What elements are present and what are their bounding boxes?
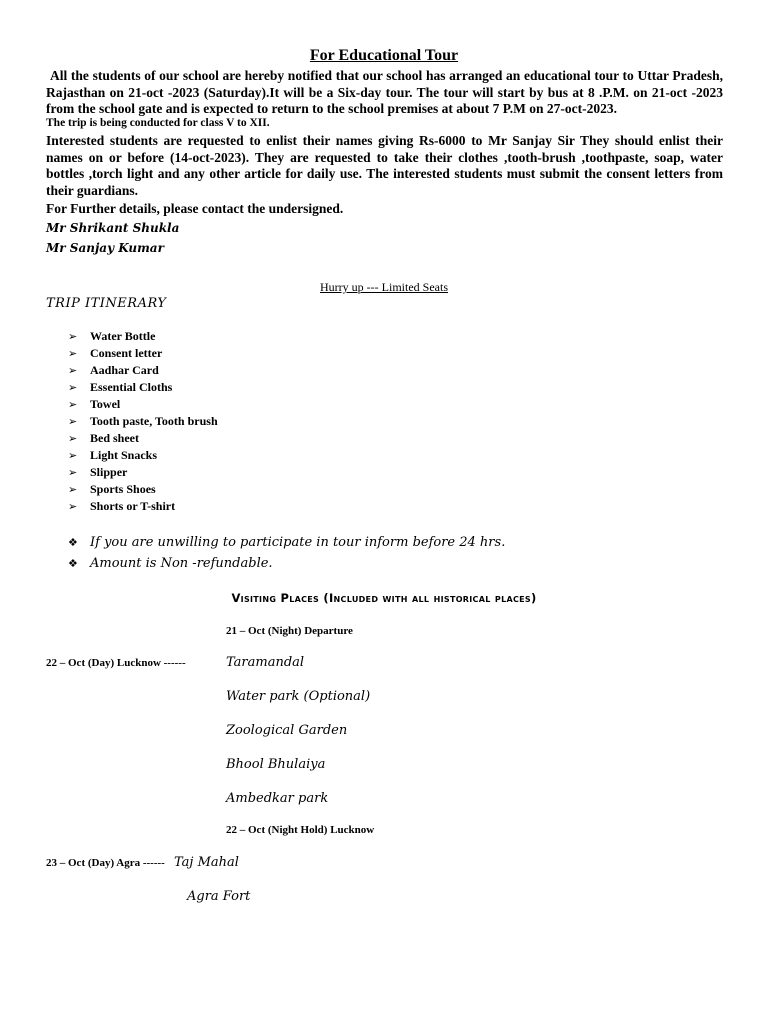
lucknow-night-line: 22 – Oct (Night Hold) Lucknow	[226, 824, 375, 836]
signatory-2: Mr Sanjay Kumar	[46, 241, 164, 255]
place-taj-mahal: Taj Mahal	[174, 855, 239, 870]
visiting-places-title: Visiting Places (Included with all historical places)	[231, 591, 537, 605]
place-agra-fort: Agra Fort	[187, 889, 251, 904]
list-item: ➢ Tooth paste, Tooth brush	[68, 414, 218, 428]
enlist-paragraph: Interested students are requested to enlist their names giving Rs-6000 to Mr Sanjay Sir They should enlist their names on or before (14-oct-2023). They are requested to take their clothes ,tooth-brush ,toothpaste, soap, water bottles ,torch light and any other article for daily use. The interested students must submit the consent letters from their guardians.	[46, 133, 723, 198]
arrow-bullet-icon: ➢	[68, 483, 78, 496]
place-zoological-garden: Zoological Garden	[226, 723, 348, 738]
departure-line: 21 – Oct (Night) Departure	[226, 625, 353, 637]
place-taramandal: Taramandal	[226, 655, 305, 670]
arrow-bullet-icon: ➢	[68, 330, 78, 343]
itinerary-list	[68, 328, 218, 515]
notice-title: For Educational Tour	[309, 47, 459, 64]
place-bhool-bhulaiya: Bhool Bhulaiya	[226, 757, 326, 772]
signatory-1: Mr Shrikant Shukla	[46, 221, 180, 235]
arrow-bullet-icon: ➢	[68, 449, 78, 462]
diamond-bullet-icon: ❖	[68, 557, 78, 570]
list-item: ➢ Sports Shoes	[68, 482, 156, 496]
arrow-bullet-icon: ➢	[68, 347, 78, 360]
lucknow-day-label: 22 – Oct (Day) Lucknow ------	[46, 657, 186, 669]
place-water-park: Water park (Optional)	[226, 689, 371, 704]
arrow-bullet-icon: ➢	[68, 466, 78, 479]
note-item: ❖ Amount is Non -refundable.	[68, 554, 505, 575]
notes-list	[68, 533, 505, 575]
contact-line: For Further details, please contact the undersigned.	[46, 201, 344, 216]
note-item: ❖ If you are unwilling to participate in tour inform before 24 hrs.	[68, 533, 505, 554]
list-item: ➢ Light Snacks	[68, 448, 158, 462]
diamond-bullet-icon: ❖	[68, 536, 78, 549]
list-item: ➢ Shorts or T-shirt	[68, 499, 176, 513]
list-item: ➢ Bed sheet	[68, 431, 139, 445]
place-ambedkar-park: Ambedkar park	[226, 791, 329, 806]
arrow-bullet-icon: ➢	[68, 432, 78, 445]
list-item: ➢ Consent letter	[68, 346, 163, 360]
agra-day-label: 23 – Oct (Day) Agra ------	[46, 857, 165, 869]
list-item: ➢ Towel	[68, 397, 121, 411]
class-line: The trip is being conducted for class V to XII.	[46, 117, 270, 129]
intro-paragraph: All the students of our school are hereby notified that our school has arranged an educational tour to Uttar Pradesh, Rajasthan on 21-oct -2023 (Saturday).It will be a Six-day tour. The tour will start by bus at 8 .P.M. on 21-oct -2023 from the school gate and is expected to return to the school premises at about 7 P.M on 27-oct-2023.	[46, 68, 723, 117]
list-item: ➢ Water Bottle	[68, 329, 156, 343]
arrow-bullet-icon: ➢	[68, 364, 78, 377]
arrow-bullet-icon: ➢	[68, 381, 78, 394]
itinerary-title: TRIP ITINERARY	[46, 296, 167, 311]
hurry-banner: Hurry up --- Limited Seats	[320, 280, 448, 294]
list-item: ➢ Aadhar Card	[68, 363, 159, 377]
list-item: ➢ Slipper	[68, 465, 128, 479]
arrow-bullet-icon: ➢	[68, 415, 78, 428]
arrow-bullet-icon: ➢	[68, 500, 78, 513]
list-item: ➢ Essential Cloths	[68, 380, 173, 394]
arrow-bullet-icon: ➢	[68, 398, 78, 411]
